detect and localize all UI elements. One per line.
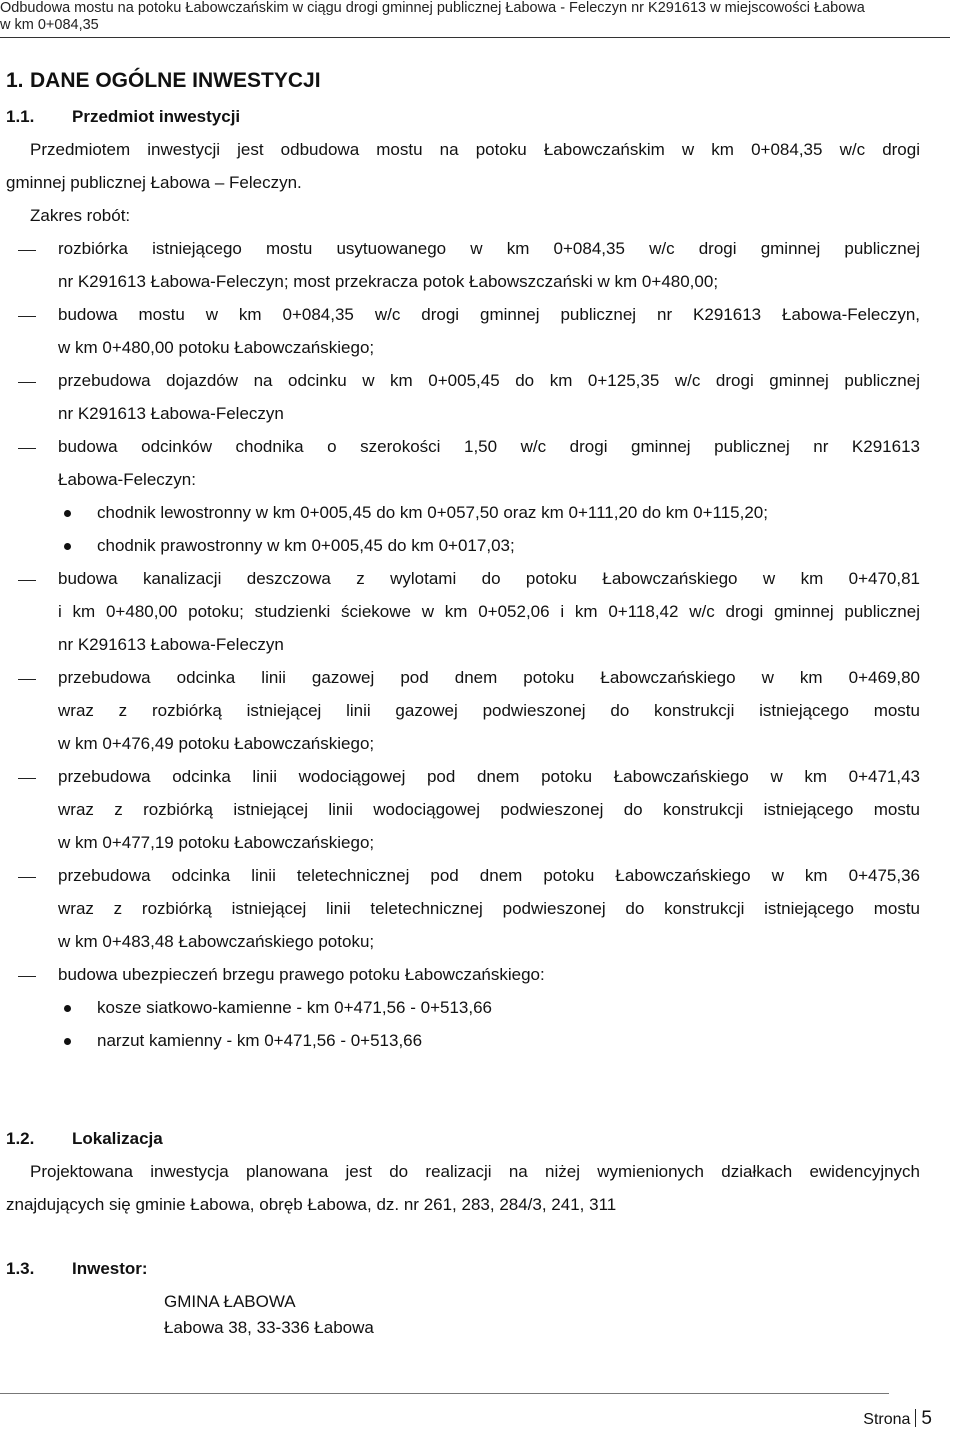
investor-name: GMINA ŁABOWA — [164, 1292, 296, 1311]
scope-item-line: rozbiórka istniejącego mostu usytuowanego w km 0+084,35 w/c drogi gminnej publicznej — [58, 239, 920, 258]
subsection-title: Inwestor: — [72, 1259, 148, 1278]
page-label: Strona — [863, 1411, 911, 1428]
subsection-title: Przedmiot inwestycji — [72, 107, 241, 126]
location-line: znajdujących się gminie Łabowa, obręb Łabowa, dz. nr 261, 283, 284/3, 241, 311 — [6, 1195, 617, 1214]
scope-subitem: narzut kamienny - km 0+471,56 - 0+513,66 — [97, 1031, 423, 1050]
bullet-marker — [64, 543, 71, 550]
scope-item-line: budowa odcinków chodnika o szerokości 1,50 w/c drogi gminnej publicznej nr K291613 — [58, 437, 920, 456]
subsection-number: 1.1. — [6, 107, 35, 126]
dash-marker — [18, 778, 36, 779]
dash-marker — [18, 580, 36, 581]
scope-item-line: w km 0+480,00 potoku Łabowczańskiego; — [58, 338, 375, 357]
bullet-marker — [64, 1038, 71, 1045]
scope-item-line: wraz z rozbiórką istniejącej linii gazowej podwieszonej do konstrukcji istniejącego mostu — [58, 701, 920, 720]
header-title-line1: Odbudowa mostu na potoku Łabowczańskim w ciągu drogi gminnej publicznej Łabowa - Feleczyn nr K291613 w miejscowości Łabowa — [0, 0, 865, 16]
scope-subitem: chodnik prawostronny w km 0+005,45 do km 0+017,03; — [97, 536, 515, 555]
intro-line: Przedmiotem inwestycji jest odbudowa mostu na potoku Łabowczańskim w km 0+084,35 w/c drogi — [30, 140, 920, 159]
page-number — [863, 1408, 932, 1430]
scope-item-line: budowa ubezpieczeń brzegu prawego potoku Łabowczańskiego: — [58, 965, 545, 984]
footer-rule — [0, 1393, 889, 1394]
scope-item-line: nr K291613 Łabowa-Feleczyn; most przekracza potok Łabowszczański w km 0+480,00; — [58, 272, 719, 291]
section-number: 1. — [6, 69, 24, 92]
subsection-number: 1.2. — [6, 1129, 35, 1148]
dash-marker — [18, 316, 36, 317]
scope-item-line: i km 0+480,00 potoku; studzienki ściekowe w km 0+052,06 i km 0+118,42 w/c drogi gminnej publicznej — [58, 602, 920, 621]
bullet-marker — [64, 1005, 71, 1012]
scope-item-line: w km 0+476,49 potoku Łabowczańskiego; — [58, 734, 375, 753]
scope-subitem: chodnik lewostronny w km 0+005,45 do km 0+057,50 oraz km 0+111,20 do km 0+115,20; — [97, 503, 768, 522]
intro-line: gminnej publicznej Łabowa – Feleczyn. — [6, 173, 302, 192]
scope-label: Zakres robót: — [30, 206, 131, 225]
investor-address: Łabowa 38, 33-336 Łabowa — [164, 1318, 374, 1337]
header-title-line2: w km 0+084,35 — [0, 17, 99, 33]
scope-item-line: budowa kanalizacji deszczowa z wylotami do potoku Łabowczańskiego w km 0+470,81 — [58, 569, 920, 588]
section-title: DANE OGÓLNE INWESTYCJI — [30, 69, 321, 92]
dash-marker — [18, 679, 36, 680]
scope-item-line: przebudowa odcinka linii gazowej pod dnem potoku Łabowczańskiego w km 0+469,80 — [58, 668, 920, 687]
scope-item-line: przebudowa dojazdów na odcinku w km 0+005,45 do km 0+125,35 w/c drogi gminnej publicznej — [58, 371, 920, 390]
location-line: Projektowana inwestycja planowana jest do realizacji na niżej wymienionych działkach ewidencyjnych — [30, 1162, 920, 1181]
scope-item-line: Łabowa-Feleczyn: — [58, 470, 196, 489]
page-number-value: 5 — [921, 1408, 932, 1429]
running-header — [0, 0, 950, 38]
scope-item-line: w km 0+483,48 Łabowczańskiego potoku; — [58, 932, 375, 951]
dash-marker — [18, 877, 36, 878]
subsection-title: Lokalizacja — [72, 1129, 163, 1148]
scope-item-line: nr K291613 Łabowa-Feleczyn — [58, 635, 284, 654]
scope-item-line: wraz z rozbiórką istniejącej linii wodociągowej podwieszonej do konstrukcji istniejącego mostu — [58, 800, 920, 819]
dash-marker — [18, 448, 36, 449]
scope-item-line: budowa mostu w km 0+084,35 w/c drogi gminnej publicznej nr K291613 Łabowa-Feleczyn, — [58, 305, 920, 324]
scope-subitem: kosze siatkowo-kamienne - km 0+471,56 - 0+513,66 — [97, 998, 493, 1017]
dash-marker — [18, 250, 36, 251]
dash-marker — [18, 382, 36, 383]
scope-item-line: w km 0+477,19 potoku Łabowczańskiego; — [58, 833, 375, 852]
scope-item-line: przebudowa odcinka linii wodociągowej pod dnem potoku Łabowczańskiego w km 0+471,43 — [58, 767, 920, 786]
subsection-number: 1.3. — [6, 1259, 35, 1278]
bullet-marker — [64, 510, 71, 517]
page-separator — [915, 1409, 916, 1427]
scope-item-line: wraz z rozbiórką istniejącej linii teletechnicznej podwieszonej do konstrukcji istniejącego mostu — [58, 899, 920, 918]
dash-marker — [18, 976, 36, 977]
scope-item-line: nr K291613 Łabowa-Feleczyn — [58, 404, 284, 423]
scope-item-line: przebudowa odcinka linii teletechnicznej pod dnem potoku Łabowczańskiego w km 0+475,36 — [58, 866, 920, 885]
